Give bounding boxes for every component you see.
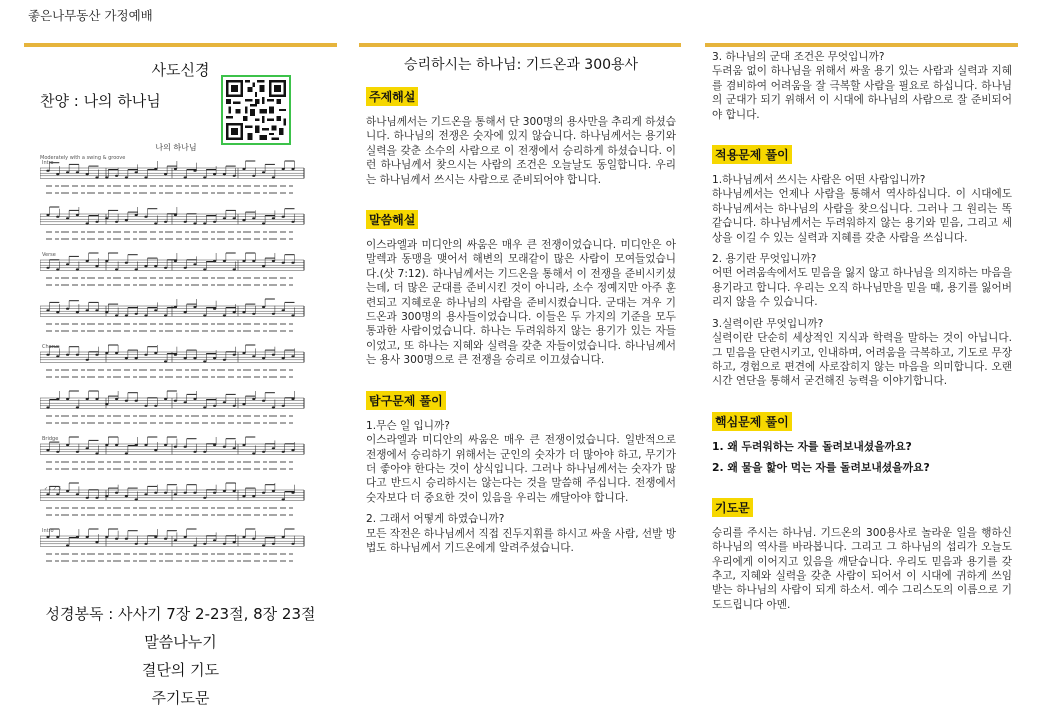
apply-question-1: 1.하나님께서 쓰시는 사람은 어떤 사람입니까? bbox=[712, 174, 926, 187]
theme-text: 하나님께서는 기드온을 통해서 단 300명의 용사만을 추리게 하셨습니다. 하나님의 전쟁은 숫자에 있지 않습니다. 하나님께서는 용기와 실력을 갖춘 소수의 사람으로 이 전쟁에서 승리하게 하셨습니다. 이런 하나님께서 찾으시는 사람의 조건은 오늘날도 동일합니다. 우리는 하나님께서 쓰시는 사람으로 준비되어야 합니다. bbox=[366, 116, 676, 186]
decision-prayer-label: 결단의 기도 bbox=[141, 661, 220, 679]
scripture-reading: 성경봉독 : 사사기 7장 2-23절, 8장 23절 bbox=[45, 605, 316, 623]
hymn-label: 찬양 : 나의 하나님 bbox=[40, 92, 161, 110]
apply-question-2: 2. 용기란 무엇입니까? bbox=[712, 253, 817, 266]
explore-answer-2: 모든 작전은 하나님께서 직접 진두지휘를 하시고 싸울 사람, 선발 방법도 하나님께서 기드온에게 알려주셨습니다. bbox=[366, 527, 676, 554]
word-text: 이스라엘과 미디안의 싸움은 매우 큰 전쟁이었습니다. 미디안은 아말렉과 동맹을 맺어서 해변의 모래같이 많은 사람이 모여들었습니다.(삿 7:12). 하나님께서는 기드온을 통해서 이 전쟁을 준비시키셨는데, 더 많은 군대를 준비시킨 것이 아니라, 소수 정예지만 아주 훈련되고 지혜로운 하나님의 사람을 준비시켰습니다. 군대는 겨우 기드온과 300명의 용사들이었습니다. 이들은 두 가지의 기준을 모두 통과한 사람이었습니다. 하나는 두려워하지 않는 용기가 있는 자들이었고, 또 하나는 지혜와 실력을 갖춘 자들이었습니다. 하나님께서는 용사 300명으로 큰 전쟁을 승리로 이끄셨습니다. bbox=[366, 239, 676, 367]
explore-question-1: 1.무슨 일 입니까? bbox=[366, 419, 450, 432]
application-column bbox=[712, 50, 1012, 612]
column-rule-right bbox=[705, 43, 1018, 47]
prayer-heading: 기도문 bbox=[712, 498, 753, 517]
theme-heading: 주제해설 bbox=[366, 87, 418, 106]
sermon-title: 승리하시는 하나님: 기드온과 300용사 bbox=[403, 57, 639, 73]
hymn-sheet-music bbox=[40, 138, 308, 590]
sheet-music-ending-mark: ✓1.2.3 bbox=[44, 486, 61, 492]
sheet-music-section-mark: Verse bbox=[42, 252, 56, 258]
apostles-creed-label: 사도신경 bbox=[151, 61, 210, 79]
apply-heading: 적용문제 풀이 bbox=[712, 145, 792, 164]
prayer-text: 승리를 주시는 하나님. 기드온의 300용사로 놀라운 일을 행하신 하나님의 역사를 바라봅니다. 그리고 그 하나님의 섭리가 오늘도 우리에게 이어지고 있음을 깨닫습니다. 우리도 믿음과 용기를 갖추고, 지혜와 실력을 갖춘 사람이 되어서 이 시대에 귀하게 쓰임 받는 하나님의 사람이 되게 하소서. 예수 그리스도의 이름으로 기도드립니다 아멘. bbox=[712, 526, 1012, 611]
sheet-music-section-mark: Bridge bbox=[42, 436, 59, 442]
apply-answer-3: 실력이란 단순히 세상적인 지식과 학력을 말하는 것이 아닙니다. 그 믿음을 단련시키고, 인내하며, 어려움을 극복하고, 기도로 무장하고, 경험으로 편견에 사로잡히지 않는 마음을 의미합니다. 오랜 시간 연단을 통해서 굳건해진 능력을 이야기합니다. bbox=[712, 332, 1012, 388]
sheet-music-title: 나의 하나님 bbox=[155, 143, 197, 152]
sheet-music-section-mark: Intro bbox=[42, 528, 54, 534]
core-heading: 핵심문제 풀이 bbox=[712, 412, 792, 431]
sharing-label: 말씀나누기 bbox=[144, 633, 217, 651]
apply-question-3: 3.실력이란 무엇입니까? bbox=[712, 317, 824, 330]
worship-order-column bbox=[24, 50, 337, 715]
apply-answer-1: 하나님께서는 언제나 사람을 통해서 역사하십니다. 이 시대에도 하나님께서는 하나님의 사람을 찾으십니다. 그러나 그 원리는 똑같습니다. 하나님께서는 두려워하지 않는 용기와 믿음, 그리고 세상을 이길 수 있는 실력과 지혜를 갖춘 사람을 쓰십니다. bbox=[712, 188, 1012, 244]
core-question-1: 1. 왜 두려워하는 자를 돌려보내셨을까요? bbox=[712, 439, 912, 453]
sheet-music-section-mark: Chorus bbox=[42, 344, 60, 350]
sermon-column bbox=[366, 50, 676, 555]
explore-heading: 탐구문제 풀이 bbox=[366, 391, 446, 410]
explore-answer-3: 두려움 없이 하나님을 위해서 싸울 용기 있는 사람과 실력과 지혜를 겸비하여 어려움을 잘 극복할 사람을 필요로 하십니다. 하나님의 군대가 되기 위해서 이 시대에 하나님의 사람으로 잘 준비되어야 합니다. bbox=[712, 65, 1012, 121]
lords-prayer-label: 주기도문 bbox=[151, 689, 210, 707]
sheet-music-section-mark: Intro bbox=[42, 160, 54, 166]
sheet-music-tempo: Moderately with a swing & groove bbox=[40, 155, 126, 161]
word-heading: 말씀해설 bbox=[366, 210, 418, 229]
column-rule-middle bbox=[359, 43, 681, 47]
qr-code-icon[interactable] bbox=[221, 75, 291, 145]
explore-answer-1: 이스라엘과 미디안의 싸움은 매우 큰 전쟁이었습니다. 일반적으로 전쟁에서 승리하기 위해서는 군인의 숫자가 더 많아야 하고, 무기가 더 좋아야 한다는 것이 상식입니다. 그러나 하나님께서는 숫자가 많다고 반드시 승리하시는 않는다는 것을 말씀해 주십니다. 전쟁에서 숫자보다 더 중요한 것이 있음을 우리는 깨달아야 합니다. bbox=[366, 434, 676, 504]
explore-question-3: 3. 하나님의 군대 조건은 무엇입니까? bbox=[712, 51, 885, 63]
core-question-2: 2. 왜 물을 핥아 먹는 자를 돌려보내셨을까요? bbox=[712, 460, 930, 474]
explore-question-2: 2. 그래서 어떻게 하였습니까? bbox=[366, 513, 505, 526]
apply-answer-2: 어떤 어려움속에서도 믿음을 잃지 않고 하나님을 의지하는 마음을 용기라고 합니다. 우리는 오직 하나님만을 믿을 때, 용기를 잃어버리지 않을 수 있습니다. bbox=[712, 267, 1012, 309]
page-header-title: 좋은나무동산 가정예배 bbox=[28, 8, 153, 23]
column-rule-left bbox=[24, 43, 337, 47]
